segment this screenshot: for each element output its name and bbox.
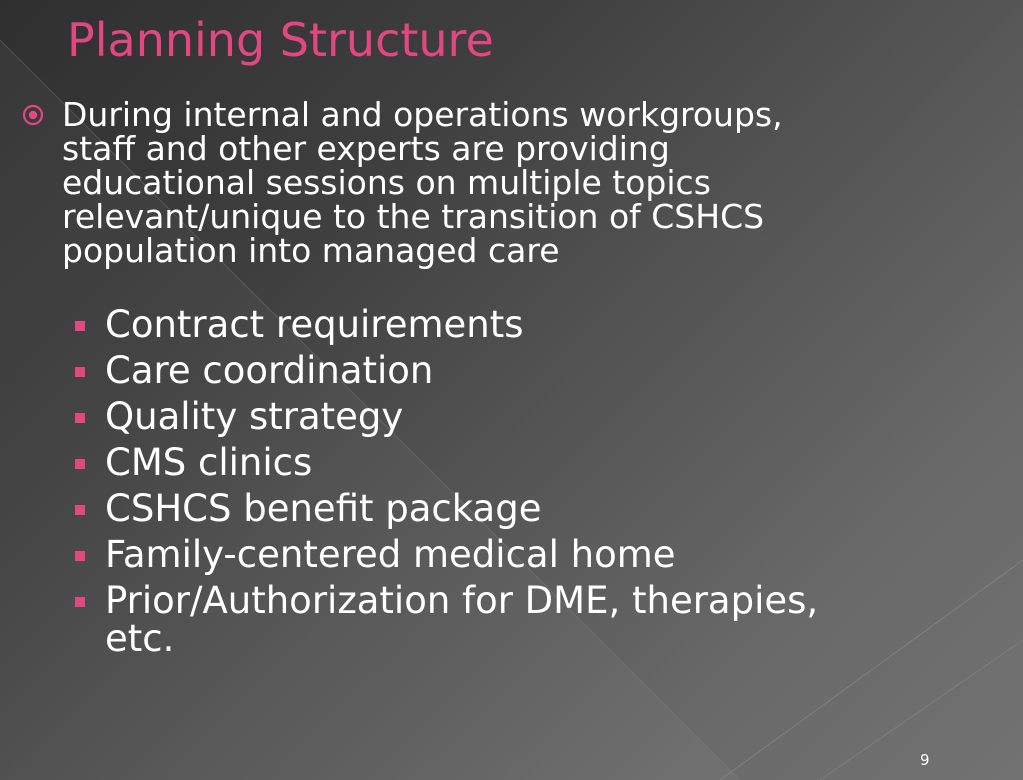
square-bullet-icon [75,367,85,377]
sub-bullet-text: CSHCS benefit package [105,487,542,530]
sub-bullet-item [73,579,833,660]
square-bullet-icon [75,459,85,469]
sub-bullet-item [73,533,833,576]
sub-bullet-item [73,395,833,438]
square-bullet-icon [75,321,85,331]
sub-bullet-list [73,303,833,666]
sub-bullet-text: CMS clinics [105,441,313,484]
square-bullet-icon [75,505,85,515]
sub-bullet-text: Contract requirements [105,303,524,346]
sub-bullet-item [73,303,833,346]
page-number: 9 [920,751,930,769]
target-bullet-icon [22,104,44,126]
sub-bullet-item [73,441,833,484]
square-bullet-icon [75,597,85,607]
sub-bullet-text: Care coordination [105,349,434,392]
main-bullet-text: During internal and operations workgroups, staff and other experts are providing educational sessions on multiple topics relevant/unique to the transition of CSHCS population into managed care [62,95,783,270]
sub-bullet-text: Family-centered medical home [105,533,676,576]
square-bullet-icon [75,413,85,423]
slide-title: Planning Structure [67,13,494,67]
sub-bullet-item [73,349,833,392]
sub-bullet-text: Prior/Authorization for DME, therapies, etc. [105,579,819,660]
sub-bullet-item [73,487,833,530]
square-bullet-icon [75,551,85,561]
sub-bullet-text: Quality strategy [105,395,404,438]
